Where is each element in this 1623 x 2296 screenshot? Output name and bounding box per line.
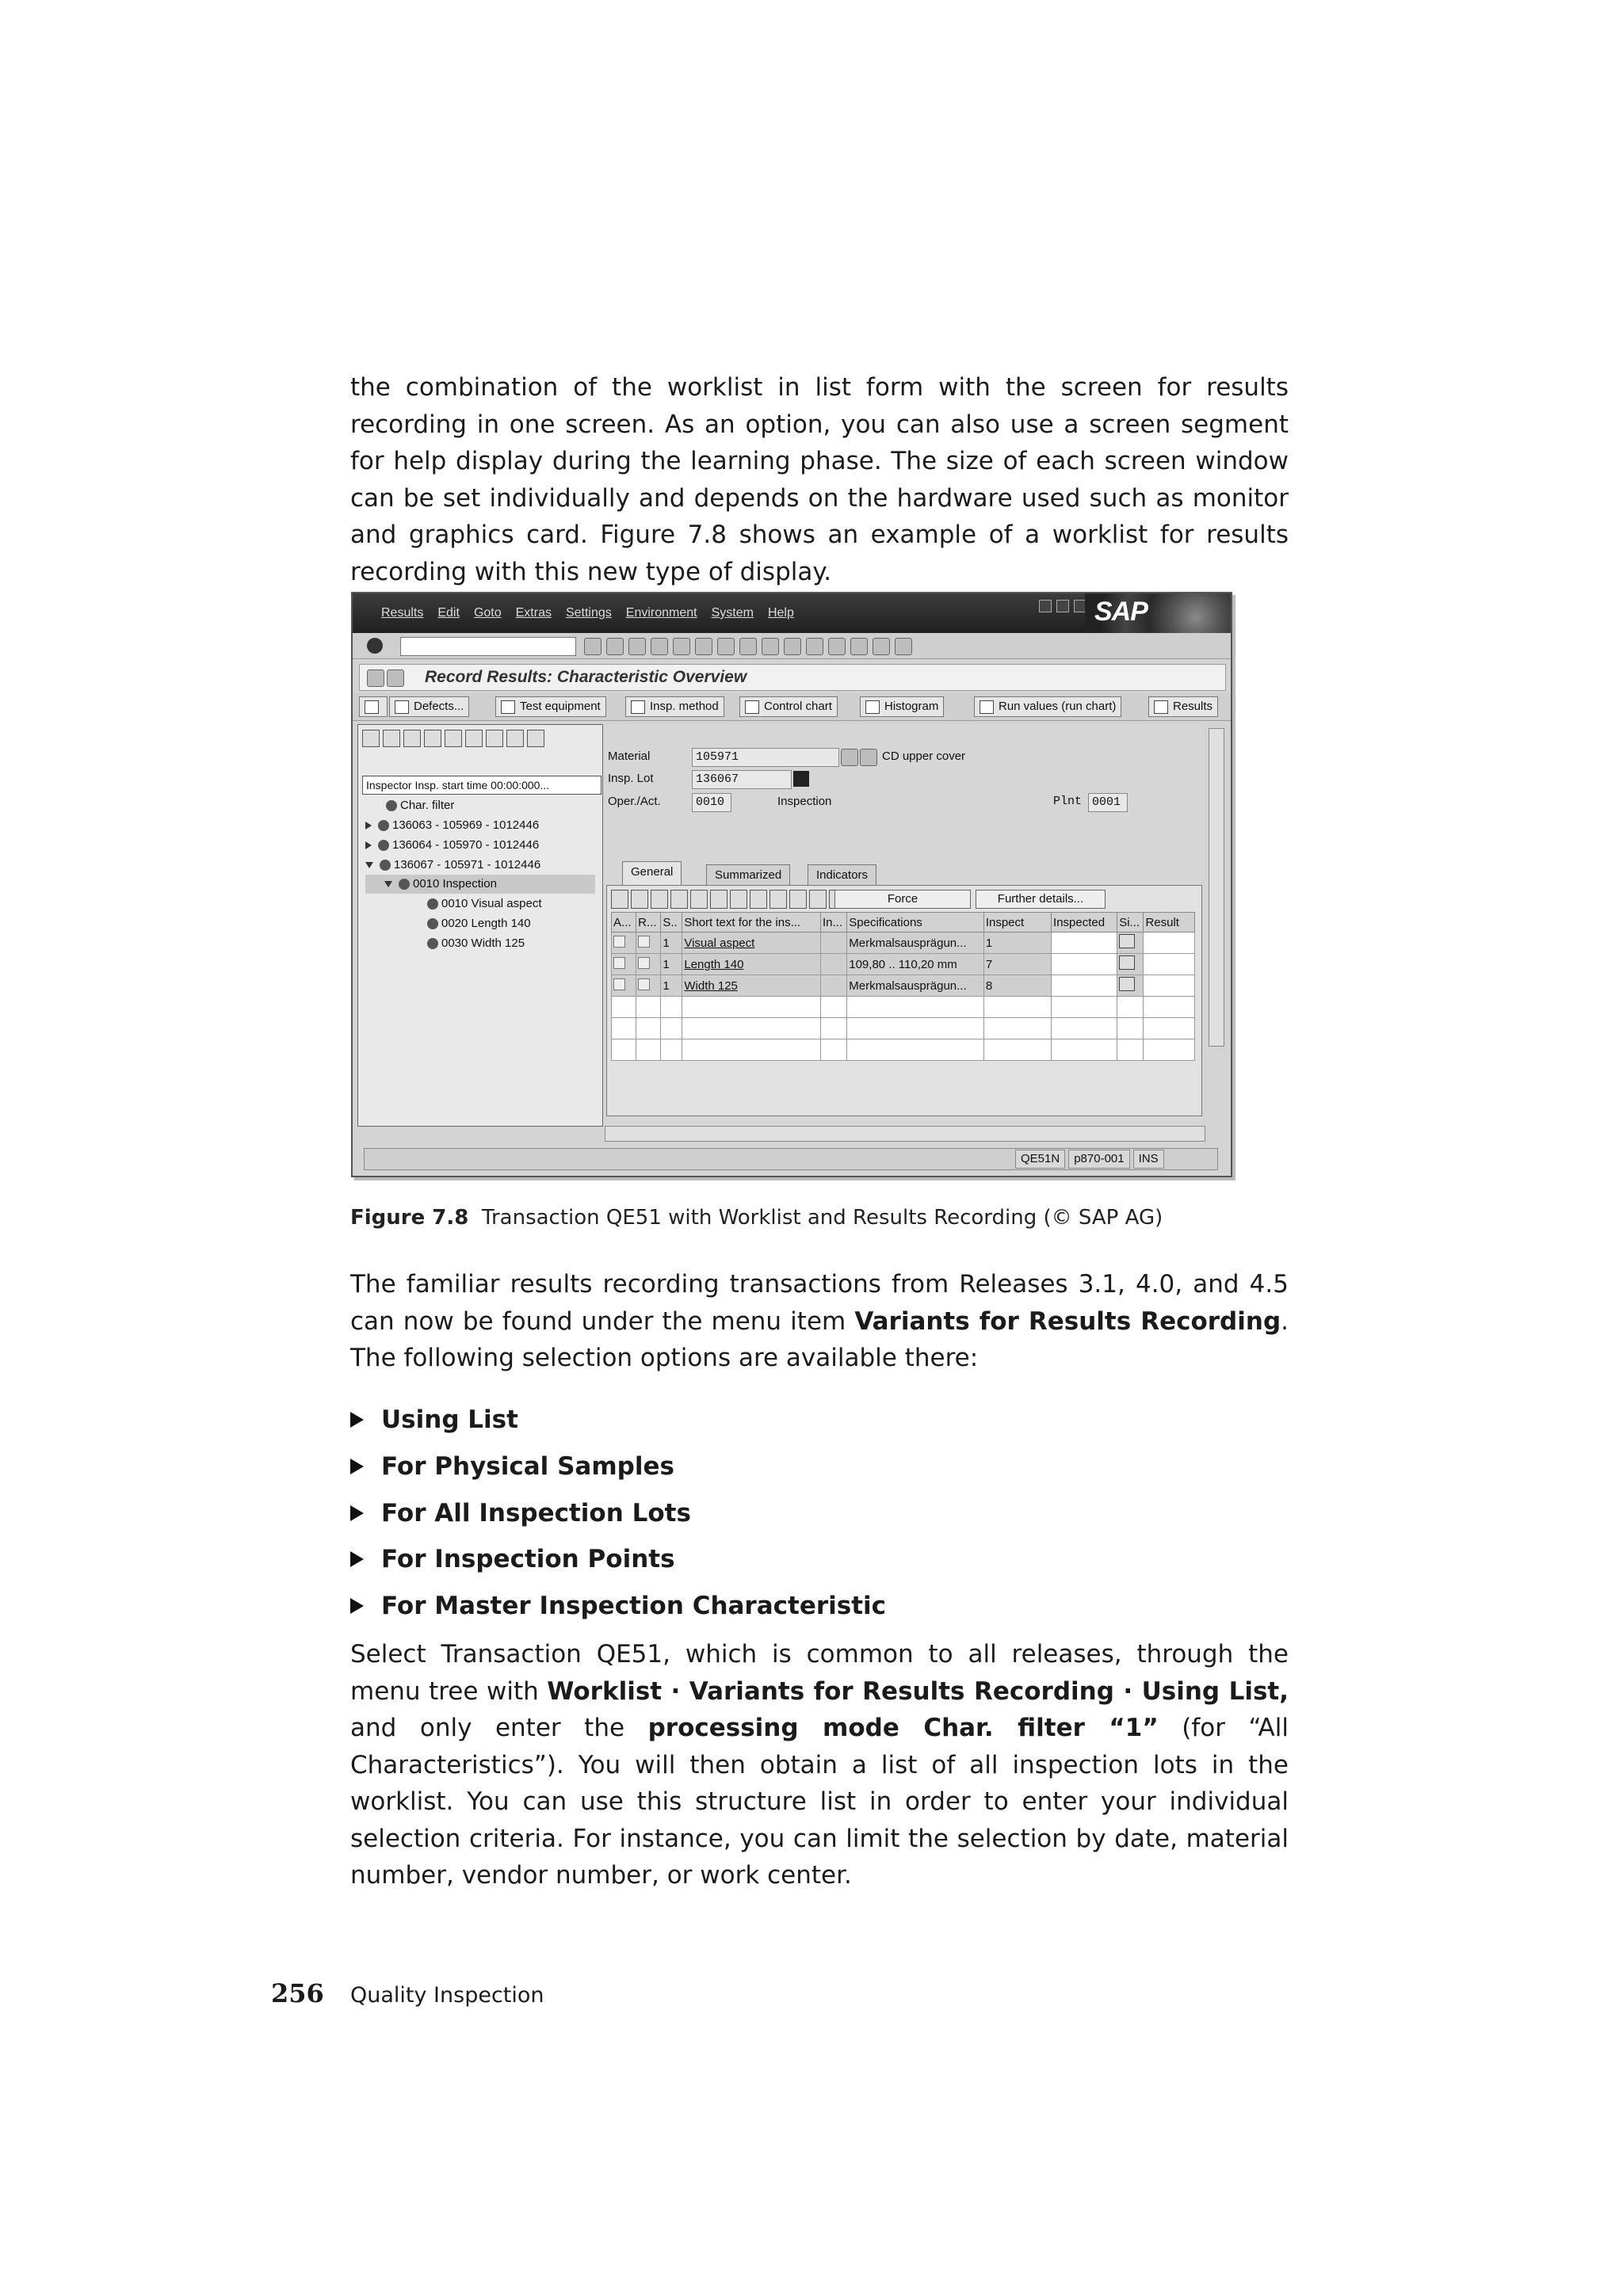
plant-field[interactable]: 0001 (1088, 793, 1128, 812)
inspected-input[interactable] (1052, 975, 1117, 997)
collapse-arrow-icon[interactable] (365, 862, 373, 868)
further-details-button[interactable]: Further details... (976, 890, 1106, 909)
menu-edit[interactable]: Edit (437, 606, 460, 620)
list-item: For Physical Samples (350, 1444, 886, 1490)
control-chart-button[interactable]: Control chart (739, 696, 838, 717)
status-server: p870-001 (1068, 1150, 1129, 1169)
deselect-icon[interactable] (651, 890, 668, 909)
details-icon[interactable] (611, 890, 628, 909)
force-button[interactable]: Force (834, 890, 971, 909)
characteristic-icon (427, 938, 438, 949)
triangle-bullet-icon (350, 1551, 364, 1567)
checkbox[interactable] (638, 936, 650, 948)
print-icon[interactable] (673, 638, 690, 655)
insp-method-button[interactable]: Insp. method (625, 696, 724, 717)
plant-label: Plnt (1053, 795, 1083, 808)
tree-node[interactable]: 136064 - 105970 - 1012446 (365, 836, 539, 855)
sample-cell: 1 (661, 933, 682, 954)
spec-cell: Merkmalsausprägun... (847, 975, 984, 997)
tree-node[interactable]: 0010 Visual aspect (427, 894, 541, 913)
row-checkbox-cell[interactable] (636, 954, 661, 975)
screen-title: Record Results: Characteristic Overview (425, 668, 747, 686)
page-footer (271, 1978, 544, 2008)
sap-logo: SAP (1085, 593, 1231, 633)
row-checkbox-cell[interactable] (612, 954, 636, 975)
tab-general[interactable]: General (622, 861, 682, 886)
expand-icon[interactable] (362, 730, 380, 747)
status-info (1015, 1150, 1164, 1169)
find-next-icon[interactable] (717, 638, 735, 655)
result-detail-icon[interactable] (1119, 934, 1135, 948)
help-icon[interactable] (873, 638, 890, 655)
horizontal-scrollbar[interactable] (605, 1126, 1205, 1142)
select-all-icon[interactable] (631, 890, 648, 909)
inspect-cell: 8 (983, 975, 1051, 997)
previous-page-icon[interactable] (762, 638, 779, 655)
worklist-toolbar (362, 730, 544, 747)
tree-node[interactable]: 136067 - 105971 - 1012446 (365, 856, 540, 875)
column-header[interactable]: Result (1144, 913, 1195, 933)
tree-node[interactable]: 0010 Inspection (384, 875, 497, 894)
column-header[interactable]: In... (821, 913, 847, 933)
worklist-icon[interactable] (367, 669, 384, 687)
figure-label: Figure 7.8 (350, 1206, 469, 1230)
inspected-input[interactable] (1052, 954, 1117, 975)
result-detail-icon[interactable] (1119, 955, 1135, 970)
new-session-icon[interactable] (828, 638, 846, 655)
operation-icon (399, 879, 410, 890)
triangle-bullet-icon (350, 1412, 364, 1428)
tree-node[interactable]: 136063 - 105969 - 1012446 (365, 816, 539, 835)
triangle-bullet-icon (350, 1505, 364, 1521)
in-cell (821, 933, 847, 954)
last-page-icon[interactable] (806, 638, 823, 655)
print-list-icon[interactable] (486, 730, 503, 747)
copy-icon[interactable] (809, 890, 827, 909)
menu-environment[interactable]: Environment (625, 606, 697, 620)
column-header[interactable]: A... (612, 913, 636, 933)
inspection-lot-icon (380, 860, 391, 871)
characteristic-icon (427, 918, 438, 929)
unlock-icon[interactable] (769, 890, 787, 909)
checkbox[interactable] (613, 936, 625, 948)
grid-toolbar (611, 890, 846, 909)
result-input[interactable] (1144, 954, 1195, 975)
short-text-cell[interactable]: Width 125 (682, 975, 821, 997)
defects-button[interactable]: Defects... (389, 696, 469, 717)
status-mode: INS (1133, 1150, 1164, 1169)
standard-toolbar-icons (584, 638, 912, 655)
valuate-icon[interactable] (730, 890, 747, 909)
figure-caption-text: Transaction QE51 with Worklist and Results Recording (© SAP AG) (481, 1206, 1163, 1230)
command-field[interactable] (400, 637, 576, 656)
expand-arrow-icon[interactable] (365, 841, 372, 849)
window-controls (1039, 600, 1086, 612)
material-field[interactable]: 105971 (692, 748, 839, 767)
insp-lot-field[interactable]: 136067 (692, 770, 792, 789)
expand-arrow-icon[interactable] (365, 822, 372, 830)
column-header[interactable]: Inspected (1052, 913, 1117, 933)
spec-cell: 109,80 .. 110,20 mm (847, 954, 984, 975)
detail-icon[interactable] (465, 730, 483, 747)
sort-icon[interactable] (424, 730, 441, 747)
row-checkbox-cell[interactable] (636, 975, 661, 997)
save-icon[interactable] (584, 638, 601, 655)
oper-field[interactable]: 0010 (692, 793, 731, 812)
results-button[interactable]: Results (1148, 696, 1218, 717)
insp-lot-label: Insp. Lot (608, 772, 654, 785)
in-cell (821, 975, 847, 997)
back-icon[interactable] (606, 638, 624, 655)
body-paragraph: Select Transaction QE51, which is common to all releases, through the menu tree with Worklist · Variants for Results Recording · Using List, and only enter the processing mode Char. filter “1” (for “All Characteristics”). You will then obtain a list of all inspection lots in the worklist. You can use this structure list in order to enter your individual selection criteria. For instance, you can limit the selection by date, material number, vendor number, or work center. (350, 1640, 1289, 1890)
tree-node[interactable]: Char. filter (386, 796, 454, 815)
test-equipment-button[interactable]: Test equipment (495, 696, 606, 717)
page-number: 256 (271, 1978, 324, 2008)
layout-list-icon[interactable] (506, 730, 524, 747)
inspection-lot-icon (378, 820, 389, 831)
screen-title-bar (359, 664, 1226, 691)
lock-icon[interactable] (750, 890, 767, 909)
column-header[interactable]: R... (636, 913, 661, 933)
in-cell (821, 954, 847, 975)
tree-node[interactable]: 0030 Width 125 (427, 934, 525, 953)
table-row[interactable] (612, 933, 1195, 954)
column-header[interactable]: Inspect (983, 913, 1051, 933)
columns-icon[interactable] (789, 890, 807, 909)
list-item: Using List (350, 1397, 886, 1444)
material-description: CD upper cover (882, 749, 966, 763)
inspection-lot-icon (378, 840, 389, 851)
row-checkbox-cell[interactable] (636, 933, 661, 954)
row-checkbox-cell[interactable] (612, 933, 636, 954)
refresh-icon[interactable] (445, 730, 462, 747)
column-header[interactable]: Specifications (847, 913, 984, 933)
find-icon[interactable] (695, 638, 712, 655)
next-page-icon[interactable] (784, 638, 801, 655)
filter-grid-icon[interactable] (690, 890, 708, 909)
inspected-input[interactable] (1052, 933, 1117, 954)
checkbox[interactable] (613, 978, 625, 990)
menu-bar (353, 606, 1094, 625)
enter-check-icon[interactable] (367, 638, 383, 654)
figure-caption (350, 1206, 1163, 1230)
spec-cell: Merkmalsausprägun... (847, 933, 984, 954)
menu-item-emphasis: Variants for Results Recording (854, 1306, 1281, 1336)
body-paragraph: The familiar results recording transactions from Releases 3.1, 4.0, and 4.5 can now be found under the menu item Variants for Results Recording. The following selection options are available there: (350, 1270, 1289, 1372)
grid-header-row (612, 913, 1195, 933)
material-label: Material (608, 749, 651, 763)
result-input[interactable] (1144, 975, 1195, 997)
column-header[interactable]: S.. (661, 913, 682, 933)
menu-settings[interactable]: Settings (565, 606, 612, 620)
intro-paragraph: the combination of the worklist in list form with the screen for results recording in one screen. As an option, you can also use a screen segment for help display during the learning phase. The size of each screen window can be set individually and depends on the hardware used such as monitor and graphics card. Figure 7.8 shows an example of a worklist for results recording with this new type of display. (350, 373, 1289, 586)
sample-cell: 1 (661, 975, 682, 997)
characteristic-icon (427, 898, 438, 910)
layout-icon[interactable] (895, 638, 912, 655)
sap-screenshot (351, 592, 1232, 1177)
table-row[interactable] (612, 975, 1195, 997)
sort-asc-icon[interactable] (670, 890, 688, 909)
triangle-bullet-icon (350, 1598, 364, 1614)
oper-description: Inspection (777, 795, 832, 808)
shortcut-icon[interactable] (850, 638, 868, 655)
menu-extras[interactable]: Extras (515, 606, 552, 620)
menu-system[interactable]: System (711, 606, 754, 620)
table-row[interactable] (612, 1039, 1195, 1061)
table-row[interactable] (612, 1018, 1195, 1039)
menu-help[interactable]: Help (767, 606, 794, 620)
si-cell[interactable] (1117, 975, 1144, 997)
si-cell[interactable] (1117, 954, 1144, 975)
worklist-header: Inspector Insp. start time 00:00:000... (362, 776, 601, 795)
result-input[interactable] (1144, 933, 1195, 954)
info-icon[interactable] (793, 771, 809, 787)
toolbar-menu-button[interactable] (359, 696, 388, 717)
document-icon[interactable] (387, 669, 404, 687)
result-detail-icon[interactable] (1119, 977, 1135, 991)
cancel-icon[interactable] (651, 638, 668, 655)
short-text-cell[interactable]: Visual aspect (682, 933, 821, 954)
list-item: For All Inspection Lots (350, 1489, 886, 1536)
si-cell[interactable] (1117, 933, 1144, 954)
column-header[interactable]: Si... (1117, 913, 1144, 933)
row-checkbox-cell[interactable] (612, 975, 636, 997)
filter-icon (386, 800, 397, 811)
first-page-icon[interactable] (739, 638, 757, 655)
sample-cell: 1 (661, 954, 682, 975)
tree-node[interactable]: 0020 Length 140 (427, 914, 531, 933)
glasses-icon[interactable] (841, 749, 858, 766)
checkbox[interactable] (613, 957, 625, 969)
selection-options-list (350, 1397, 886, 1629)
tab-summarized[interactable]: Summarized (706, 864, 790, 886)
characteristics-grid (611, 912, 1195, 1061)
checkbox[interactable] (638, 978, 650, 990)
exit-icon[interactable] (628, 638, 646, 655)
table-row[interactable] (612, 997, 1195, 1018)
triangle-bullet-icon (350, 1459, 364, 1474)
title-icons (367, 669, 404, 687)
oper-label: Oper./Act. (608, 795, 661, 808)
list-item: For Master Inspection Characteristic (350, 1583, 886, 1630)
collapse-icon[interactable] (383, 730, 400, 747)
vertical-scrollbar[interactable] (1209, 728, 1224, 1047)
short-text-cell[interactable]: Length 140 (682, 954, 821, 975)
material-detail-icon[interactable] (860, 749, 877, 766)
inspect-cell: 1 (983, 933, 1051, 954)
chapter-title: Quality Inspection (350, 1983, 544, 2008)
checkbox[interactable] (638, 957, 650, 969)
maximize-icon[interactable] (1056, 600, 1069, 612)
minimize-icon[interactable] (1039, 600, 1052, 612)
inspect-cell: 7 (983, 954, 1051, 975)
column-header[interactable]: Short text for the ins... (682, 913, 821, 933)
export-icon[interactable] (527, 730, 544, 747)
filter-icon[interactable] (403, 730, 421, 747)
menu-results[interactable]: Results (381, 606, 424, 620)
tab-indicators[interactable]: Indicators (808, 864, 876, 886)
histogram-button[interactable]: Histogram (860, 696, 944, 717)
status-transaction[interactable]: QE51N (1015, 1150, 1065, 1169)
list-item: For Inspection Points (350, 1536, 886, 1583)
menu-goto[interactable]: Goto (473, 606, 502, 620)
collapse-arrow-icon[interactable] (384, 881, 392, 887)
run-values-button[interactable]: Run values (run chart) (974, 696, 1121, 717)
table-row[interactable] (612, 954, 1195, 975)
sort-desc-icon[interactable] (710, 890, 727, 909)
